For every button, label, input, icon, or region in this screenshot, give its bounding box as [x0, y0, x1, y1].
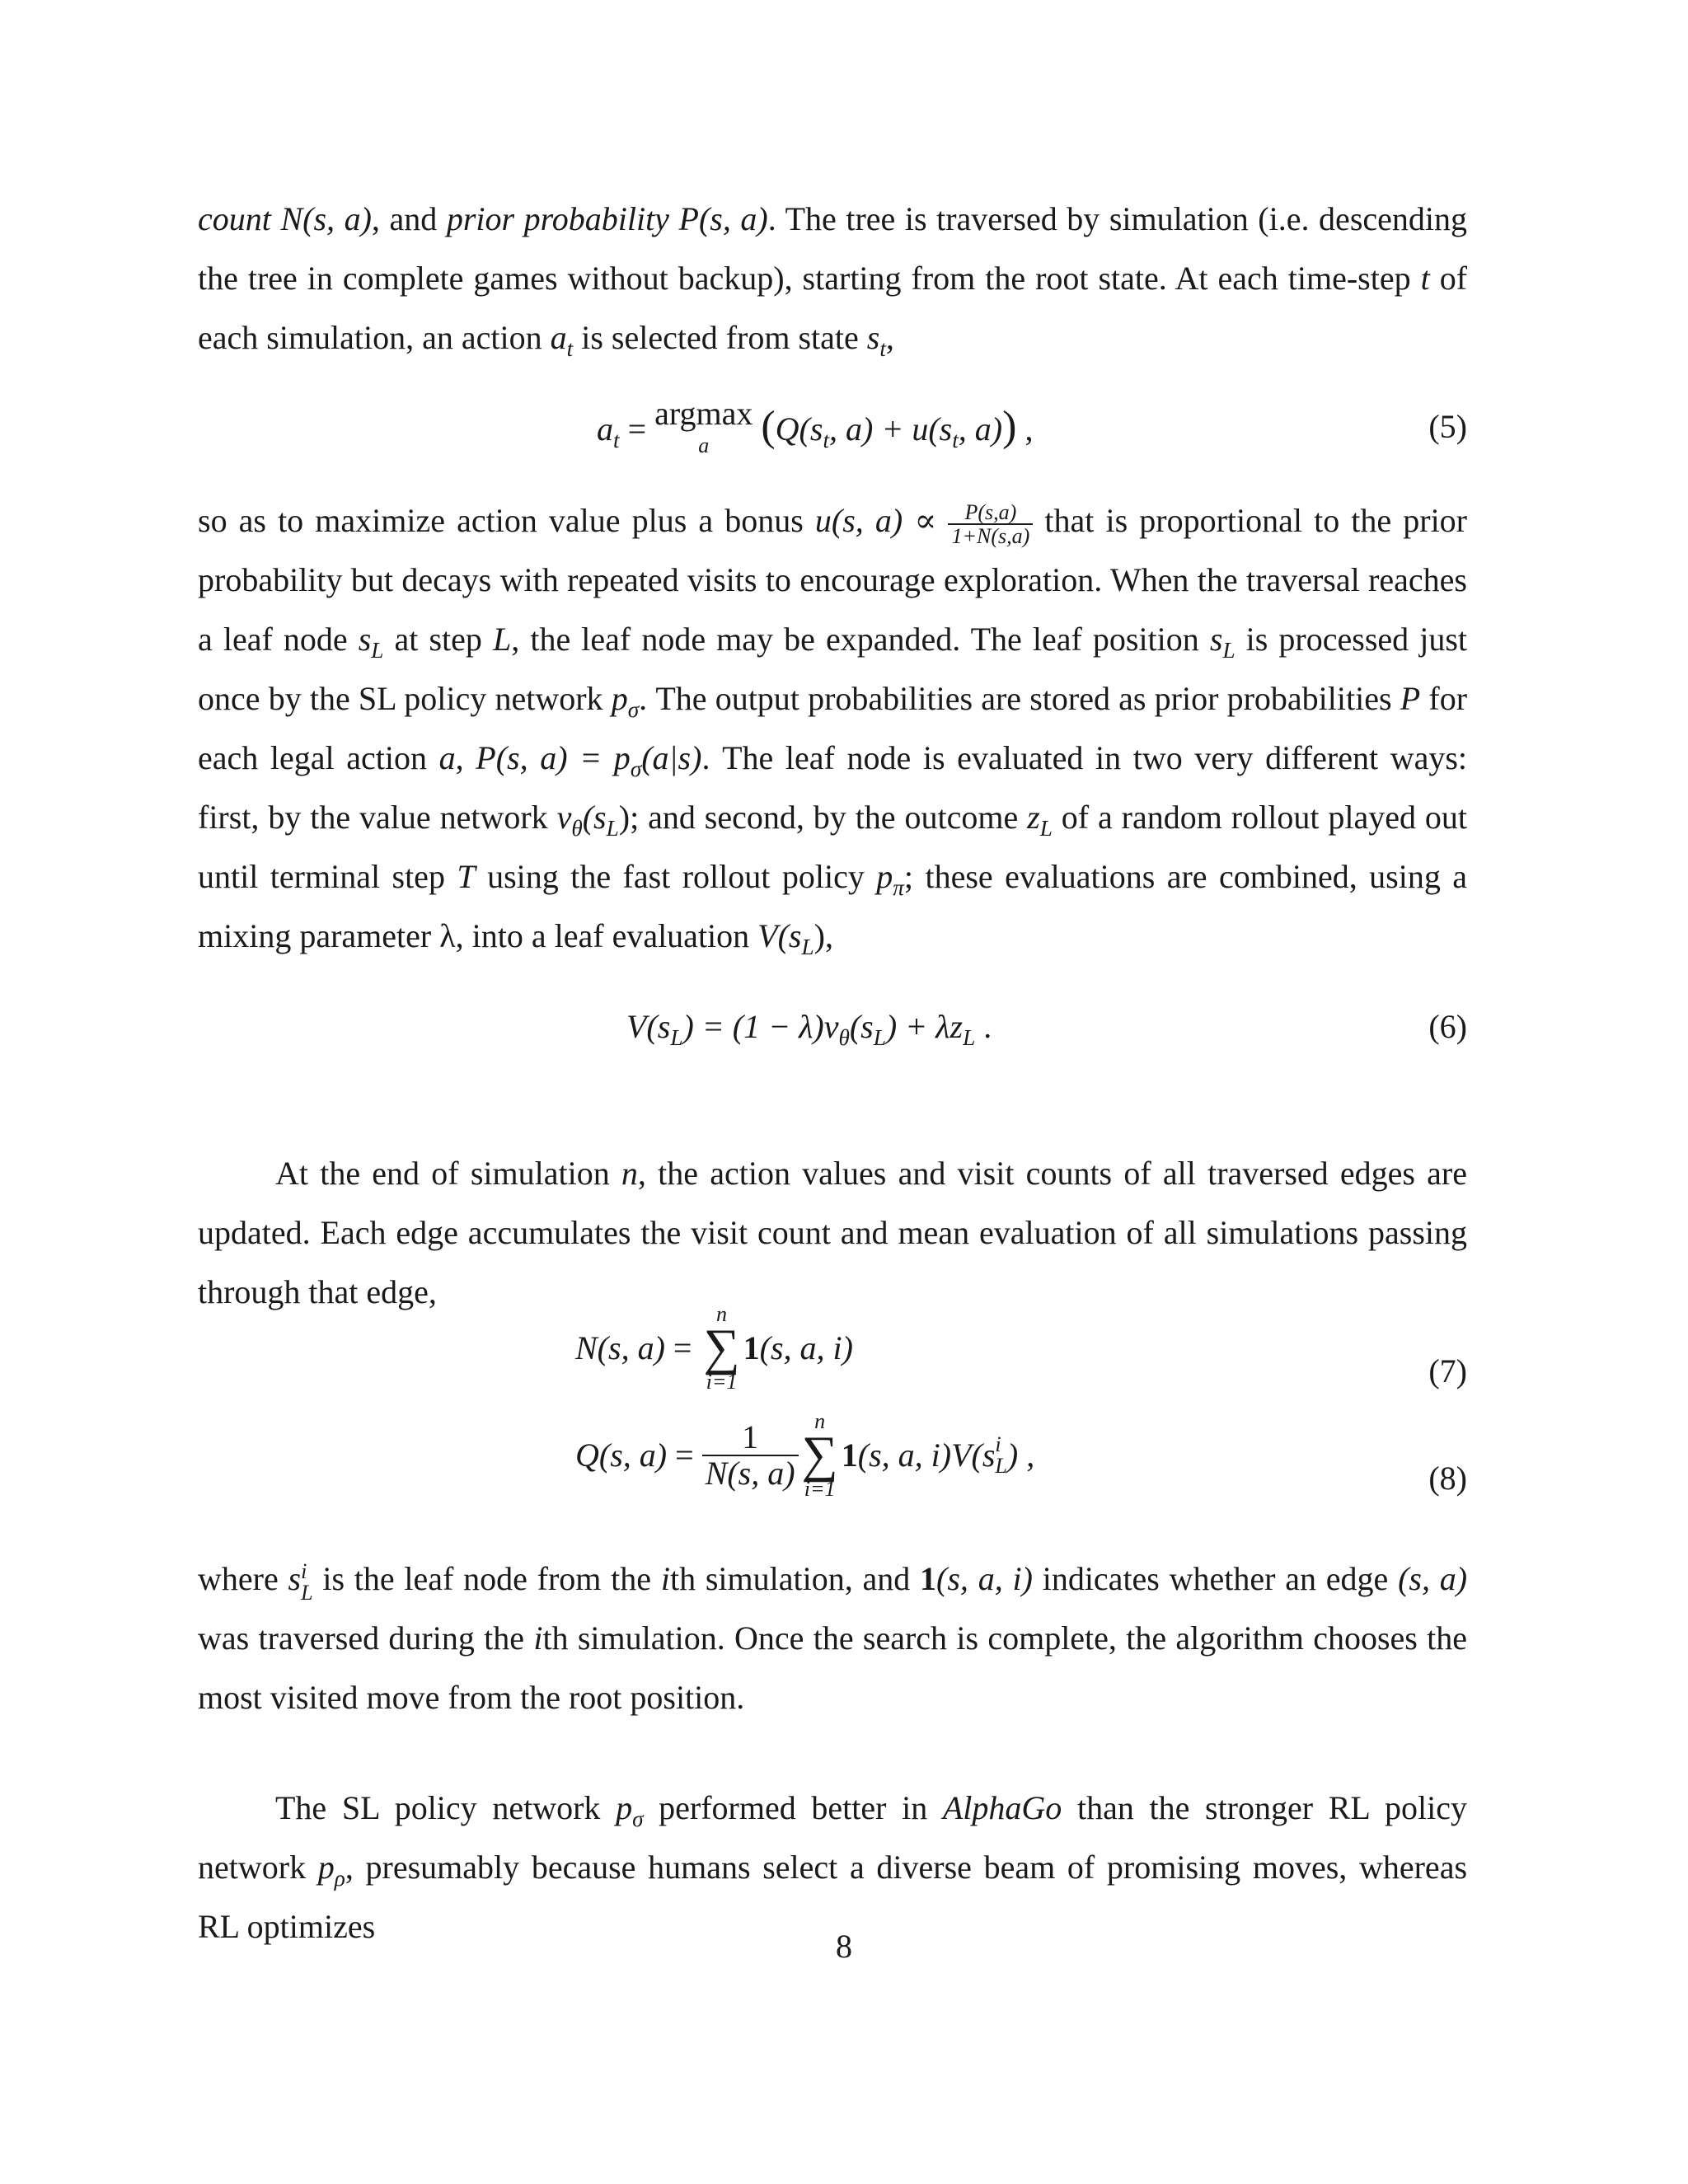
- equation-6-number: (6): [1428, 1008, 1467, 1045]
- sum-operator: [802, 1411, 838, 1500]
- sup-sub-stack: [995, 1434, 1006, 1477]
- math-s: s: [1209, 621, 1223, 658]
- paren-left: (: [761, 403, 776, 450]
- eq-term: ) = (1 − λ)v: [682, 1008, 839, 1045]
- paragraph-2: [198, 491, 1467, 966]
- math-sai: (s, a, i): [936, 1560, 1033, 1597]
- math-paren: ): [814, 917, 825, 954]
- math-p-cap: P: [1400, 680, 1421, 717]
- math-u-prop: u(s, a) ∝: [814, 502, 937, 539]
- eq-sub: t: [952, 428, 959, 452]
- term-count: count: [198, 200, 271, 237]
- math-s: s: [288, 1560, 302, 1597]
- eq-equals: =: [667, 1436, 702, 1474]
- term-prior-probability: prior probability: [446, 200, 669, 237]
- paren-right: ): [1002, 403, 1017, 450]
- equation-7-body: [575, 1304, 853, 1393]
- fraction-numerator: P(s,a): [964, 499, 1017, 524]
- text: At the end of simulation: [275, 1155, 610, 1192]
- equation-8-body: [575, 1411, 1034, 1500]
- text: ; and second, by the outcome: [630, 799, 1019, 836]
- math-sup-i: i: [301, 1558, 307, 1583]
- math-t-cap: T: [457, 858, 476, 895]
- math-sub-pi: π: [893, 875, 904, 900]
- math-sub-l: L: [606, 816, 619, 841]
- math-l: L: [493, 621, 512, 658]
- math-i: i: [533, 1619, 543, 1657]
- math-paren: ): [618, 799, 631, 836]
- text: The SL policy network: [275, 1789, 601, 1826]
- text: than the stronger RL policy network: [198, 1789, 1467, 1886]
- math-sub-rho: ρ: [334, 1866, 345, 1891]
- eq-term: , a): [958, 410, 1003, 448]
- eq-sub: L: [670, 1025, 683, 1050]
- text: so as to maximize action value plus a bonus: [198, 502, 804, 539]
- math-a-given-s: (a|s): [641, 739, 702, 776]
- equation-8: [0, 1409, 1688, 1531]
- fraction-denominator: N(s, a): [702, 1455, 799, 1491]
- math-sub-l: L: [301, 1580, 313, 1605]
- sum-lower: i=1: [706, 1369, 738, 1394]
- eq-tail: ,: [1018, 1436, 1035, 1474]
- math-t: t: [1420, 260, 1430, 297]
- text: th simulation, and: [669, 1560, 911, 1597]
- math-sub-sigma: σ: [630, 757, 642, 781]
- text: , the action values and visit counts of all traversed edges are updated. Each edge accumulates the visit count and mean evaluation of all simulations passing through that edge,: [198, 1155, 1467, 1310]
- equation-8-number: (8): [1428, 1460, 1467, 1497]
- text: th simulation. Once the search is complete, the algorithm chooses the most visited move from the root position.: [198, 1619, 1468, 1716]
- page-number: 8: [836, 1928, 852, 1965]
- math-s: s: [866, 319, 880, 356]
- eq-sub: θ: [838, 1025, 850, 1050]
- math-n: n: [621, 1155, 638, 1192]
- math-s: (s: [582, 799, 607, 836]
- math-lambda: λ: [439, 917, 456, 954]
- eq-term: , a) + u(s: [829, 410, 953, 448]
- math-sub-theta: θ: [571, 816, 583, 841]
- sigma-symbol: ∑: [801, 1427, 838, 1483]
- text: . The leaf node is evaluated in two very different ways: first, by the value network: [198, 739, 1468, 836]
- eq-sub: t: [823, 428, 830, 452]
- paragraph-4: [198, 1549, 1467, 1727]
- math-sub-l: L: [801, 935, 814, 959]
- math-v-cap: V(s: [757, 917, 802, 954]
- sum-operator: [703, 1304, 739, 1393]
- sup-sub-stack: [301, 1558, 313, 1605]
- math-i: i: [660, 1560, 670, 1597]
- argmax-operator: [654, 397, 753, 457]
- eq-lhs: N(s, a): [575, 1329, 665, 1366]
- eq-term: V(s: [626, 1008, 671, 1045]
- eq-sub: t: [613, 428, 620, 452]
- eq-term: ) + λz: [885, 1008, 964, 1045]
- eq-term: (s: [849, 1008, 874, 1045]
- indicator-one: 1: [743, 1329, 760, 1366]
- text: ,: [885, 319, 894, 356]
- text: , presumably because humans select a diverse beam of promising moves, whereas RL optimizes: [198, 1849, 1468, 1945]
- text: of each simulation, an action: [198, 260, 1468, 356]
- fraction-bonus: [948, 501, 1033, 548]
- text: of a random rollout played out until terminal step: [198, 799, 1468, 895]
- equation-6-body: [626, 997, 992, 1057]
- text: for each legal action: [198, 680, 1468, 776]
- eq-rhs: (s, a, i)V(s: [857, 1436, 996, 1474]
- math-p: p: [611, 680, 628, 717]
- eq-sub: L: [873, 1025, 886, 1050]
- text: , into a leaf evaluation: [455, 917, 750, 954]
- text: was traversed during the: [198, 1619, 524, 1657]
- math-sub-sigma: σ: [632, 1807, 644, 1831]
- text: is selected from state: [581, 319, 859, 356]
- fraction-denominator: 1+N(s,a): [948, 523, 1033, 547]
- math-a: a: [438, 739, 456, 776]
- text: performed better in: [659, 1789, 928, 1826]
- term-alphago: AlphaGo: [942, 1789, 1062, 1826]
- math-sa: (s, a): [1398, 1560, 1468, 1597]
- math-p: p: [876, 858, 893, 895]
- math-sub-l: L: [1222, 638, 1236, 663]
- text: , and: [371, 200, 438, 237]
- math-z: z: [1027, 799, 1040, 836]
- math-sub-t: t: [879, 336, 886, 361]
- text: . The output probabilities are stored as prior probabilities: [639, 680, 1392, 717]
- text: . The tree is traversed by simulation (i.e. descending the tree in complete games without backup), starting from the root state. At each time-step: [198, 200, 1468, 297]
- eq-term: a: [597, 410, 613, 448]
- eq-sub: L: [963, 1025, 976, 1050]
- sum-upper: n: [814, 1409, 826, 1433]
- eq-rhs: ): [1006, 1436, 1019, 1474]
- equation-6: [0, 997, 1688, 1057]
- text: indicates whether an edge: [1042, 1560, 1389, 1597]
- text: at step: [394, 621, 482, 658]
- math-s: s: [358, 621, 372, 658]
- text: using the fast rollout policy: [487, 858, 865, 895]
- sum-upper: n: [716, 1302, 728, 1326]
- paragraph-3: [198, 1144, 1467, 1322]
- paragraph-1: [198, 190, 1467, 368]
- math-p-sa: P(s, a) = p: [476, 739, 631, 776]
- math-sub-l: L: [371, 638, 384, 663]
- eq-equals: =: [619, 410, 655, 448]
- math-a: a: [550, 319, 567, 356]
- text: , the leaf node may be expanded. The leaf position: [511, 621, 1199, 658]
- indicator-one: 1: [920, 1560, 937, 1597]
- math-p: p: [317, 1849, 335, 1886]
- math-n-sa: N(s, a): [280, 200, 372, 237]
- sum-lower: i=1: [804, 1476, 836, 1501]
- equation-7-number: (7): [1428, 1352, 1467, 1390]
- sigma-symbol: ∑: [703, 1319, 740, 1376]
- fraction-mean: [702, 1420, 799, 1491]
- eq-tail: ,: [1016, 410, 1034, 448]
- eq-rhs: (s, a, i): [759, 1329, 853, 1366]
- eq-term: Q(s: [775, 410, 823, 448]
- argmax-label: argmax: [654, 395, 753, 432]
- eq-tail: .: [975, 1008, 992, 1045]
- equation-5-number: (5): [1428, 408, 1467, 445]
- math-p-sa: P(s, a): [678, 200, 768, 237]
- indicator-one: 1: [841, 1436, 858, 1474]
- eq-sup: i: [995, 1432, 1001, 1456]
- text: ,: [824, 917, 833, 954]
- fraction-numerator: 1: [742, 1418, 759, 1455]
- text: is the leaf node from the: [322, 1560, 652, 1597]
- math-sub-t: t: [566, 336, 574, 361]
- eq-equals: =: [664, 1329, 701, 1366]
- math-p: p: [616, 1789, 633, 1826]
- argmax-under: a: [698, 434, 710, 457]
- math-sub-l: L: [1039, 816, 1053, 841]
- text: is processed just once by the SL policy network: [198, 621, 1468, 717]
- text: where: [198, 1560, 279, 1597]
- equation-5: [0, 397, 1688, 457]
- eq-sub: L: [995, 1453, 1007, 1478]
- text: that is proportional to the prior probability but decays with repeated visits to encourage exploration. When the traversal reaches a leaf node: [198, 502, 1467, 658]
- equation-5-body: [597, 397, 1033, 459]
- math-v: v: [556, 799, 572, 836]
- math-sub-sigma: σ: [627, 697, 640, 722]
- eq-lhs: Q(s, a): [575, 1436, 668, 1474]
- text: ,: [455, 739, 464, 776]
- text: ; these evaluations are combined, using a mixing parameter: [198, 858, 1468, 954]
